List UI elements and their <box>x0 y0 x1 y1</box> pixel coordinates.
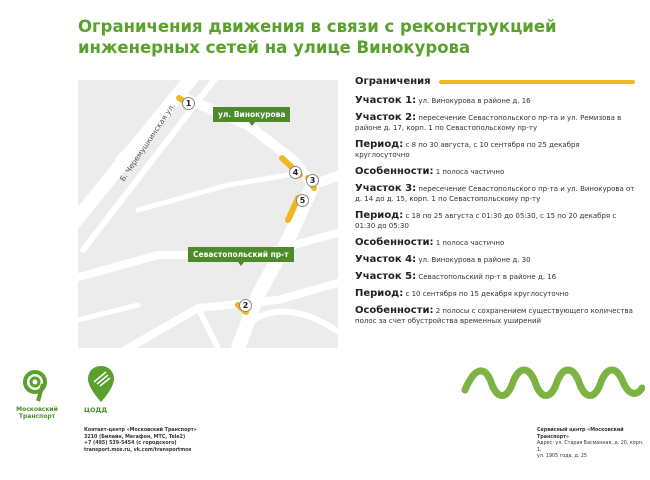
map-roads <box>78 80 338 348</box>
row-features-2 <box>355 238 635 248</box>
wave-ornament-icon <box>461 362 645 404</box>
row-value: пересечение Севастопольского пр-та и ул. Ремизова в районе д. 17, корп. 1 по Севастопольскому пр-ту <box>355 114 622 132</box>
marker-2[interactable]: 2 <box>239 299 252 312</box>
row-section-4 <box>355 255 635 265</box>
row-value: 2 полосы с сохранением существующего количества полос за счет обустройства временных уширений <box>355 307 633 325</box>
restrictions-panel <box>355 76 635 332</box>
service-center-info <box>537 428 645 461</box>
row-key: Период: <box>355 288 404 299</box>
marker-4[interactable]: 4 <box>289 166 302 179</box>
contact-center-info <box>84 428 284 454</box>
row-section-3 <box>355 184 635 204</box>
row-key: Особенности: <box>355 166 434 177</box>
row-period-1 <box>355 140 635 160</box>
contact-line: 3210 (Билайн, Мегафон, МТС, Tele2) <box>84 434 186 440</box>
contact-link[interactable]: transport.mos.ru, vk.com/transportmos <box>84 447 192 453</box>
row-value: ул. Винокурова в районе д. 30 <box>418 256 531 264</box>
row-section-5 <box>355 272 635 282</box>
codd-logo[interactable] <box>84 364 116 414</box>
marker-3[interactable]: 3 <box>306 174 319 187</box>
service-line: ул. 1905 года, д. 25 <box>537 454 587 460</box>
panel-header <box>355 76 635 87</box>
road-sevastopolsky <box>238 185 313 348</box>
street-tag-vinokurova: ул. Винокурова <box>213 107 290 122</box>
row-key: Участок 5: <box>355 271 417 282</box>
row-key: Участок 2: <box>355 112 417 123</box>
row-key: Особенности: <box>355 237 434 248</box>
codd-logo-text: ЦОДД <box>84 406 108 414</box>
row-value: с 10 сентября по 15 декабря круглосуточно <box>405 290 569 298</box>
codd-emblem-icon <box>86 364 116 404</box>
row-key: Период: <box>355 139 404 150</box>
marker-5[interactable]: 5 <box>296 194 309 207</box>
row-section-2 <box>355 113 635 133</box>
moscow-transport-logo-text <box>8 406 66 420</box>
service-line: Сервисный центр «Московский Транспорт» <box>537 428 624 440</box>
contact-line: Контакт-центр «Московский Транспорт» <box>84 428 197 433</box>
row-value: пересечение Севастопольского пр-та и ул. Винокурова от д. 14 до д. 15, корп. 1 по Севастопольскому пр-ту <box>355 185 635 203</box>
road-label-cheremushkinskaya: Б. Черемушкинская ул. <box>118 101 177 184</box>
row-key: Участок 4: <box>355 254 417 265</box>
row-features-3 <box>355 306 635 326</box>
contact-line: +7 (495) 539-5454 (с городского) <box>84 441 177 447</box>
row-value: с 8 по 30 августа, с 10 сентября по 25 декабря круглосуточно <box>355 141 580 159</box>
service-line: Адрес: ул. Старая Басманная, д. 20, корп. 1, <box>537 441 644 453</box>
map[interactable] <box>78 80 338 348</box>
logo-text-line: Московский <box>16 406 58 413</box>
marker-1[interactable]: 1 <box>182 97 195 110</box>
heading-accent-bar <box>439 80 635 84</box>
row-value: 1 полоса частично <box>435 239 505 247</box>
row-key: Участок 3: <box>355 183 417 194</box>
row-key: Особенности: <box>355 305 434 316</box>
row-value: ул. Винокурова в районе д. 16 <box>418 97 531 105</box>
row-section-1 <box>355 96 635 106</box>
panel-heading: Ограничения <box>355 76 431 87</box>
row-period-3 <box>355 289 635 299</box>
logo-text-line: Транспорт <box>18 413 56 420</box>
row-value: 1 полоса частично <box>435 168 505 176</box>
page-title: Ограничения движения в связи с реконструкцией инженерных сетей на улице Винокурова <box>78 17 557 57</box>
row-value: Севастопольский пр-т в районе д. 16 <box>418 273 557 281</box>
street-tag-sevastopolsky: Севастопольский пр-т <box>188 247 294 262</box>
moscow-transport-emblem-icon <box>18 368 52 402</box>
row-key: Период: <box>355 210 404 221</box>
row-features-1 <box>355 167 635 177</box>
row-period-2 <box>355 211 635 231</box>
row-key: Участок 1: <box>355 95 417 106</box>
row-value: с 18 по 25 августа с 01:30 до 05:30, с 15 по 20 декабря с 01:30 до 05:30 <box>355 212 617 230</box>
